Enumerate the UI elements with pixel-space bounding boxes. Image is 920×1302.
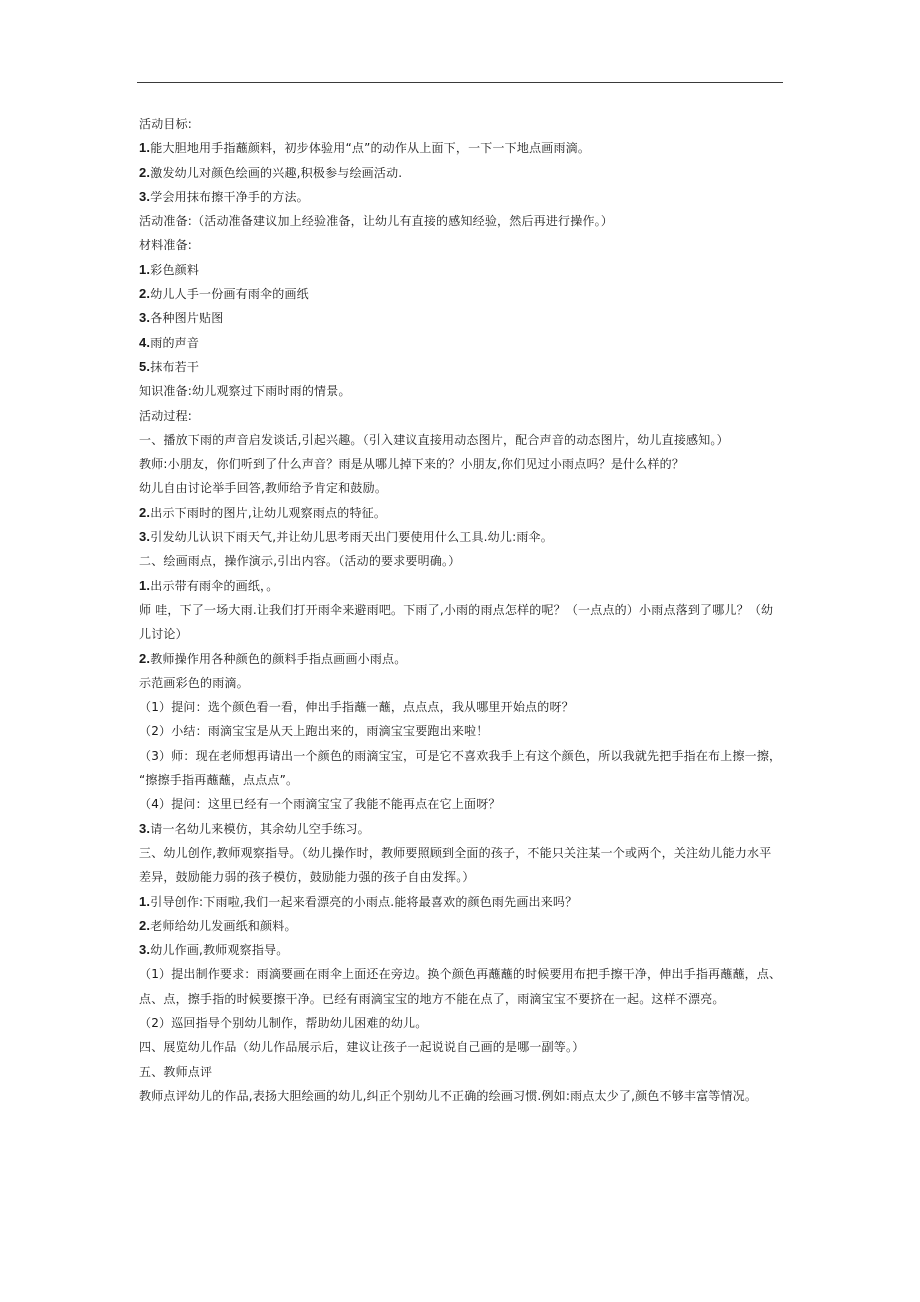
document-line xyxy=(139,671,789,695)
document-line xyxy=(139,841,789,865)
document-line xyxy=(139,233,789,257)
line-number: 2. xyxy=(139,286,151,302)
document-line xyxy=(139,209,789,233)
line-number: 2. xyxy=(139,504,151,520)
line-text: 激发幼儿对颜色绘画的兴趣,积极参与绘画活动. xyxy=(150,165,403,180)
line-text: 彩色颜料 xyxy=(150,262,200,277)
line-number: 3. xyxy=(139,188,151,204)
line-text: 引导创作:下雨啦,我们一起来看漂亮的小雨点.能将最喜欢的颜色雨先画出来吗？ xyxy=(150,894,578,909)
document-line xyxy=(139,428,789,452)
line-text: 学会用抹布擦干净手的方法。 xyxy=(150,189,309,204)
document-line xyxy=(139,452,789,476)
line-text: （3）师：现在老师想再请出一个颜色的雨滴宝宝，可是它不喜欢我手上有这个颜色，所以我就先把手指在布上擦一擦， xyxy=(139,748,782,763)
document-line xyxy=(139,938,789,962)
line-number: 5. xyxy=(139,358,151,374)
line-text: 儿讨论） xyxy=(139,627,188,642)
line-text: 抹布若干 xyxy=(150,359,200,374)
document-line xyxy=(139,817,789,841)
document-line xyxy=(139,719,789,743)
line-text: 幼儿人手一份画有雨伞的画纸 xyxy=(150,287,309,302)
line-text: （2）小结：雨滴宝宝是从天上跑出来的，雨滴宝宝要跑出来啦！ xyxy=(139,724,489,739)
document-line xyxy=(139,112,789,136)
document-line xyxy=(139,962,789,986)
document-line xyxy=(139,476,789,500)
line-text: 教师点评幼儿的作品,表扬大胆绘画的幼儿,纠正个别幼儿不正确的绘画习惯.例如:雨点太少了,颜色不够丰富等情况。 xyxy=(139,1088,758,1103)
line-text: 示范画彩色的雨滴。 xyxy=(139,675,249,690)
line-text: 雨的声音 xyxy=(150,335,200,350)
line-text: （1）提问：选个颜色看一看，伸出手指蘸一蘸，点点点，我从哪里开始点的呀？ xyxy=(139,700,574,715)
document-line xyxy=(139,890,789,914)
line-text: 教师操作用各种颜色的颜料手指点画画小雨点。 xyxy=(150,651,407,666)
line-text: 能大胆地用手指蘸颜料，初步体验用“点”的动作从上面下，一下一下地点画雨滴。 xyxy=(150,141,591,156)
line-text: 引发幼儿认识下雨天气,并让幼儿思考雨天出门要使用什么工具.幼儿:雨伞。 xyxy=(150,530,553,545)
document-line xyxy=(139,355,789,379)
line-number: 2. xyxy=(139,917,151,933)
line-text: 师 哇，下了一场大雨.让我们打开雨伞来避雨吧。下雨了,小雨的雨点怎样的呢？（一点点的）小雨点落到了哪儿？（幼 xyxy=(139,602,774,617)
document-line xyxy=(139,647,789,671)
document-line xyxy=(139,282,789,306)
line-number: 1. xyxy=(139,577,151,593)
line-text: 老师给幼儿发画纸和颜料。 xyxy=(150,918,297,933)
document-line xyxy=(139,914,789,938)
document-line xyxy=(139,768,789,792)
document-line xyxy=(139,161,789,185)
line-text: 二、绘画雨点，操作演示,引出内容。（活动的要求要明确。） xyxy=(139,554,461,569)
line-text: 幼儿作画,教师观察指导。 xyxy=(150,943,289,958)
document-line xyxy=(139,695,789,719)
document-line xyxy=(139,525,789,549)
line-text: 活动目标: xyxy=(139,117,193,131)
line-text: （2）巡回指导个别幼儿制作，帮助幼儿困难的幼儿。 xyxy=(139,1015,428,1030)
line-text: 材料准备: xyxy=(139,238,193,253)
document-line xyxy=(139,549,789,573)
document-line xyxy=(139,404,789,428)
line-text: 差异，鼓励能力弱的孩子模仿，鼓励能力强的孩子自由发挥。） xyxy=(139,870,475,885)
document-line xyxy=(139,792,789,816)
line-number: 3. xyxy=(139,942,151,958)
line-text: 知识准备:幼儿观察过下雨时雨的情景。 xyxy=(139,384,351,399)
document-line xyxy=(139,379,789,403)
line-text: （4）提问：这里已经有一个雨滴宝宝了我能不能再点在它上面呀？ xyxy=(139,797,501,812)
document-line xyxy=(139,1084,789,1108)
line-text: 活动过程: xyxy=(139,408,193,423)
line-number: 1. xyxy=(139,893,151,909)
line-number: 1. xyxy=(139,261,151,277)
line-text: 出示下雨时的图片,让幼儿观察雨点的特征。 xyxy=(150,505,387,520)
line-text: 教师:小朋友，你们听到了什么声音？雨是从哪儿掉下来的？小朋友,你们见过小雨点吗？是什么样的？ xyxy=(139,457,685,472)
line-number: 3. xyxy=(139,820,151,836)
header-rule xyxy=(137,82,783,83)
line-text: 各种图片贴图 xyxy=(150,311,224,326)
line-text: （1）提出制作要求：雨滴要画在雨伞上面还在旁边。换个颜色再蘸蘸的时候要用布把手擦干净，伸出手指再蘸蘸，点、 xyxy=(139,967,782,982)
document-line xyxy=(139,574,789,598)
document-line xyxy=(139,598,789,622)
line-text: 四、展览幼儿作品（幼儿作品展示后，建议让孩子一起说说自己画的是哪一副等。） xyxy=(139,1040,585,1055)
line-text: 活动准备:（活动准备建议加上经验准备，让幼儿有直接的感知经验，然后再进行操作。） xyxy=(139,214,614,229)
line-text: 三、幼儿创作,教师观察指导。（幼儿操作时，教师要照顾到全面的孩子，不能只关注某一个或两个，关注幼儿能力水平 xyxy=(139,845,772,860)
document-line xyxy=(139,501,789,525)
document-line xyxy=(139,1060,789,1084)
line-number: 3. xyxy=(139,310,151,326)
line-number: 4. xyxy=(139,334,151,350)
line-number: 1. xyxy=(139,140,151,156)
document-line xyxy=(139,744,789,768)
document-line xyxy=(139,136,789,160)
document-line xyxy=(139,622,789,646)
line-number: 2. xyxy=(139,164,151,180)
line-text: 请一名幼儿来模仿，其余幼儿空手练习。 xyxy=(150,821,370,836)
document-line xyxy=(139,1011,789,1035)
document-line xyxy=(139,865,789,889)
line-text: 五、教师点评 xyxy=(139,1064,213,1079)
document-line xyxy=(139,185,789,209)
document-body xyxy=(139,112,789,1108)
line-text: 点、点，擦手指的时候要擦干净。已经有雨滴宝宝的地方不能在点了，雨滴宝宝不要挤在一起。这样不漂亮。 xyxy=(139,991,725,1006)
line-text: 一、播放下雨的声音启发谈话,引起兴趣。（引入建议直接用动态图片，配合声音的动态图片，幼儿直接感知。） xyxy=(139,432,729,447)
line-text: 幼儿自由讨论举手回答,教师给予肯定和鼓励。 xyxy=(139,481,388,496)
line-number: 2. xyxy=(139,650,151,666)
document-line xyxy=(139,987,789,1011)
document-line xyxy=(139,331,789,355)
document-line xyxy=(139,1035,789,1059)
line-text: 出示带有雨伞的画纸，。 xyxy=(150,578,279,593)
line-number: 3. xyxy=(139,529,151,545)
document-line xyxy=(139,306,789,330)
document-line xyxy=(139,258,789,282)
line-text: “擦擦手指再蘸蘸，点点点”。 xyxy=(139,773,299,788)
